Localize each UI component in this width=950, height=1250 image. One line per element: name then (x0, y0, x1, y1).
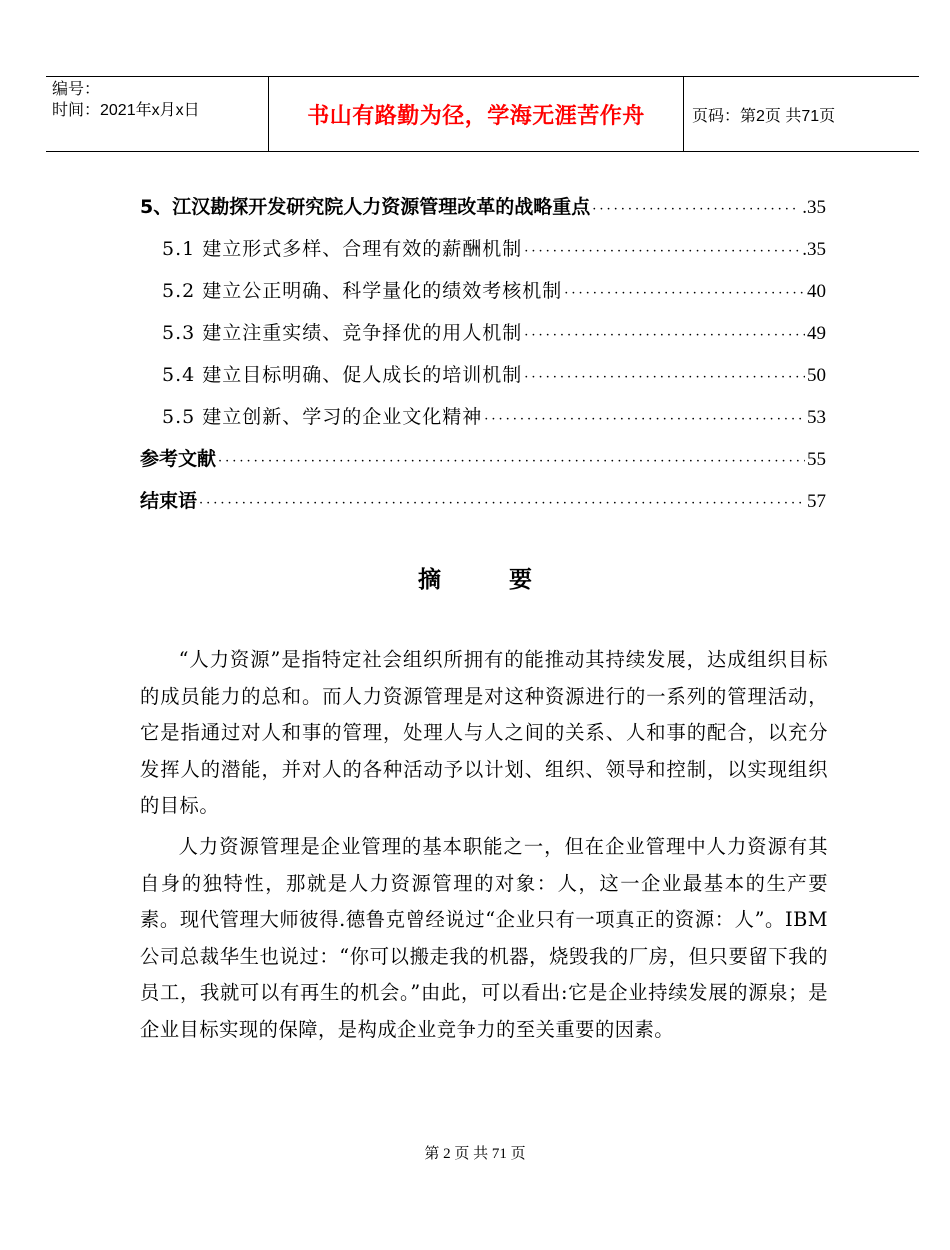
toc-entry[interactable] (140, 396, 826, 438)
toc-entry-page: 55 (807, 449, 826, 470)
toc-entry-title: 5.1 建立形式多样、合理有效的薪酬机制 (162, 238, 523, 260)
toc-entry[interactable] (140, 354, 826, 396)
header-divider (268, 77, 269, 151)
toc-leader-dots (524, 315, 805, 357)
number-label: 编号： (52, 81, 101, 98)
page-footer: 第 2 页 共 71 页 (424, 1146, 526, 1162)
toc-entry-page: 50 (807, 365, 826, 386)
page-header (46, 76, 919, 152)
toc-entry[interactable] (140, 312, 826, 354)
time-label: 时间：2021年x月x日 (52, 102, 200, 119)
toc-entry-title: 5、江汉勘探开发研究院人力资源管理改革的战略重点 (140, 196, 591, 218)
header-motto: 书山有路勤为径，学海无涯苦作舟 (307, 103, 645, 129)
header-meta (52, 79, 272, 121)
toc-entry-title: 参考文献 (140, 448, 217, 470)
toc-entry[interactable] (140, 228, 826, 270)
toc-entry-title: 5.4 建立目标明确、促人成长的培训机制 (162, 364, 523, 386)
abstract-title: 摘 要 (417, 567, 562, 593)
toc-entry[interactable] (140, 480, 826, 522)
table-of-contents (140, 186, 826, 522)
toc-entry-title: 5.5 建立创新、学习的企业文化精神 (162, 406, 483, 428)
toc-entry-title: 5.2 建立公正明确、科学量化的绩效考核机制 (162, 280, 563, 302)
toc-entry-page: 49 (807, 323, 826, 344)
abstract-paragraph: “人力资源”是指特定社会组织所拥有的能推动其持续发展，达成组织目标的成员能力的总和。而人力资源管理是对这种资源进行的一系列的管理活动，它是指通过对人和事的管理，处理人与人之间的关系、人和事的配合，以充分发挥人的潜能，并对人的各种活动予以计划、组织、领导和控制，以实现组织的目标。 (140, 648, 828, 817)
toc-entry[interactable] (140, 438, 826, 480)
toc-leader-dots (564, 273, 805, 315)
header-page-info: 页码：第2页 共71页 (692, 107, 836, 125)
toc-entry-title: 5.3 建立注重实绩、竞争择优的用人机制 (162, 322, 523, 344)
toc-leader-dots (484, 399, 805, 441)
toc-leader-dots (199, 483, 805, 525)
toc-entry-page: 40 (807, 281, 826, 302)
toc-entry-page: .35 (802, 197, 826, 218)
toc-leader-dots (524, 231, 800, 273)
toc-entry-page: 57 (807, 491, 826, 512)
toc-entry-page: .35 (802, 239, 826, 260)
toc-leader-dots (524, 357, 805, 399)
header-divider (683, 77, 684, 151)
toc-leader-dots (218, 441, 805, 483)
toc-entry[interactable] (140, 270, 826, 312)
toc-leader-dots (592, 189, 800, 231)
toc-entry-title: 结束语 (140, 490, 198, 512)
abstract-paragraph: 人力资源管理是企业管理的基本职能之一，但在企业管理中人力资源有其自身的独特性，那就是人力资源管理的对象：人，这一企业最基本的生产要素。现代管理大师彼得.德鲁克曾经说过“企业只有一项真正的资源：人”。IBM公司总裁华生也说过：“你可以搬走我的机器，烧毁我的厂房，但只要留下我的员工，我就可以有再生的机会。”由此，可以看出:它是企业持续发展的源泉；是企业目标实现的保障，是构成企业竞争力的至关重要的因素。 (140, 835, 828, 1041)
toc-entry-page: 53 (807, 407, 826, 428)
toc-entry[interactable] (140, 186, 826, 228)
